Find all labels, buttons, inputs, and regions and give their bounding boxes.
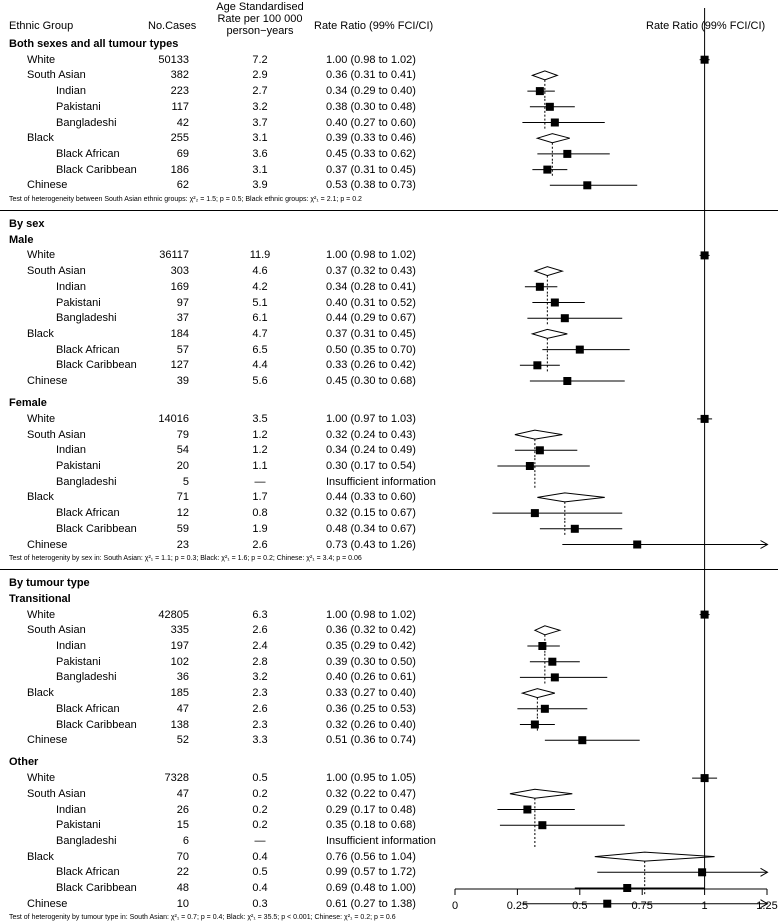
cases-value: 36117: [159, 249, 189, 262]
cases-value: 138: [170, 718, 189, 731]
cases-value: 39: [176, 375, 189, 387]
ethnic-group-label: Chinese: [27, 375, 68, 387]
ethnic-group-label: Indian: [56, 640, 86, 652]
rate-value: 1.1: [252, 460, 268, 472]
x-axis-tick-label: 0: [451, 900, 459, 912]
header-rate-ratio-plot: Rate Ratio (99% FCI/CI): [646, 20, 766, 32]
heterogeneity-note: Test of heterogenity by sex in: South Asian: χ²₁ = 1.1; p = 0.3; Black: χ²₁ = 1.6; p = 0.2; Chinese: χ²₁ = 3.4; p = 0.06: [9, 555, 362, 563]
rate-ratio-text: 0.44 (0.33 to 0.60): [326, 491, 416, 504]
rate-ratio-text: 1.00 (0.95 to 1.05): [326, 772, 416, 785]
ethnic-group-label: Indian: [56, 85, 86, 98]
rate-ratio-text: 0.61 (0.27 to 1.38): [326, 897, 416, 910]
pooled-diamond: [535, 626, 560, 635]
rate-value: 2.6: [252, 702, 268, 715]
ethnic-group-label: Chinese: [27, 179, 68, 192]
rate-value: 0.5: [252, 866, 268, 879]
ethnic-group-label: White: [27, 608, 56, 621]
ethnic-group-label: Black African: [56, 147, 120, 160]
pooled-diamond: [515, 430, 562, 439]
rate-ratio-text: 0.32 (0.22 to 0.47): [326, 787, 416, 800]
ethnic-group-label: Black: [27, 132, 54, 145]
estimate-square: [526, 462, 534, 470]
rate-ratio-text: 0.32 (0.24 to 0.43): [326, 428, 416, 441]
rate-ratio-text: 0.40 (0.27 to 0.60): [326, 116, 416, 129]
cases-value: 7328: [164, 772, 189, 785]
estimate-square: [578, 736, 586, 744]
rate-value: 0.2: [252, 803, 268, 816]
ethnic-group-label: Black: [27, 687, 54, 700]
rate-ratio-text: 0.30 (0.17 to 0.54): [326, 460, 416, 472]
rate-ratio-text: Insufficient information: [326, 475, 436, 488]
cases-value: 79: [176, 428, 189, 441]
ethnic-group-label: South Asian: [27, 624, 86, 637]
estimate-square: [541, 705, 549, 713]
header-rate-ratio: Rate Ratio (99% FCI/CI): [314, 20, 434, 32]
cases-value: 47: [176, 702, 189, 715]
rate-ratio-text: 0.29 (0.17 to 0.48): [326, 803, 416, 816]
rate-value: 4.2: [252, 280, 268, 293]
cases-value: 197: [170, 640, 189, 652]
cases-value: 97: [176, 296, 189, 309]
ethnic-group-label: Black African: [56, 866, 120, 879]
ethnic-group-label: Black: [27, 327, 54, 340]
rate-ratio-text: 0.69 (0.48 to 1.00): [326, 882, 416, 894]
rate-ratio-text: 0.37 (0.32 to 0.43): [326, 265, 416, 278]
ethnic-group-label: South Asian: [27, 265, 86, 278]
header-asr-line3: person−years: [226, 25, 294, 37]
rate-ratio-text: 0.32 (0.26 to 0.40): [326, 718, 416, 731]
x-axis-tick-label: 1: [701, 900, 708, 912]
estimate-square: [571, 525, 579, 533]
ethnic-group-label: Pakistani: [56, 460, 101, 472]
cases-value: 335: [170, 624, 189, 637]
cases-value: 26: [176, 803, 189, 816]
rate-value: 3.9: [252, 179, 268, 192]
cases-value: 59: [176, 522, 189, 535]
ethnic-group-label: Black Caribbean: [56, 718, 137, 731]
cases-value: 6: [182, 834, 189, 847]
estimate-square: [551, 673, 559, 681]
rate-value: 0.2: [252, 787, 268, 800]
rate-value: 2.8: [252, 655, 268, 668]
cases-value: 70: [176, 850, 189, 863]
rate-ratio-text: 0.76 (0.56 to 1.04): [326, 850, 416, 863]
rate-value: 3.3: [252, 734, 268, 747]
cases-value: 102: [170, 655, 189, 668]
rate-ratio-text: 0.45 (0.30 to 0.68): [326, 375, 416, 387]
estimate-square: [533, 361, 541, 369]
rate-value: 0.3: [252, 897, 268, 910]
estimate-square: [563, 377, 571, 385]
estimate-square: [551, 119, 559, 127]
x-axis-tick-label: 0.25: [506, 900, 529, 912]
ethnic-group-label: White: [27, 412, 56, 425]
rate-ratio-text: 0.34 (0.29 to 0.40): [326, 85, 416, 98]
rate-ratio-text: 0.36 (0.25 to 0.53): [326, 702, 416, 715]
ethnic-group-label: Indian: [56, 280, 86, 293]
rate-ratio-text: 1.00 (0.98 to 1.02): [326, 53, 416, 66]
cases-value: 36: [176, 671, 189, 684]
rate-value: 4.4: [252, 359, 268, 372]
estimate-square: [576, 346, 584, 354]
pooled-diamond: [532, 71, 557, 80]
ethnic-group-label: White: [27, 772, 56, 785]
ethnic-group-label: Indian: [56, 444, 86, 457]
x-axis-tick-label: 0.5: [572, 900, 588, 912]
ethnic-group-label: South Asian: [27, 428, 86, 441]
cases-value: 47: [176, 787, 189, 800]
rate-value: 0.4: [252, 850, 268, 863]
rate-ratio-text: 0.36 (0.32 to 0.42): [326, 624, 416, 637]
rate-value: 0.8: [252, 507, 268, 520]
ethnic-group-label: Chinese: [27, 734, 68, 747]
rate-value: 2.6: [252, 538, 268, 551]
rate-ratio-text: 0.36 (0.31 to 0.41): [326, 69, 416, 82]
section-label-48: Other: [9, 756, 39, 769]
rate-value: 0.4: [252, 882, 268, 894]
x-axis-tick-label: 0.75: [631, 900, 653, 912]
cases-value: 223: [170, 85, 189, 98]
cases-value: 50133: [158, 53, 189, 66]
rate-ratio-text: 0.35 (0.18 to 0.68): [326, 819, 416, 832]
header-ethnic-group: Ethnic Group: [9, 20, 74, 32]
rate-value: —: [254, 475, 266, 488]
ethnic-group-label: Bangladeshi: [56, 671, 117, 684]
rate-value: —: [254, 834, 266, 847]
rate-value: 3.1: [252, 163, 268, 176]
rate-ratio-text: Insufficient information: [326, 834, 436, 847]
rate-value: 7.2: [252, 53, 268, 66]
rate-value: 1.9: [252, 522, 268, 535]
ethnic-group-label: Pakistani: [56, 296, 101, 309]
cases-value: 117: [171, 100, 189, 113]
ethnic-group-label: Black Caribbean: [56, 163, 137, 176]
ethnic-group-label: White: [27, 249, 56, 262]
cases-value: 42: [176, 116, 189, 129]
heterogeneity-note: Test of heterogenity by tumour type in: South Asian: χ²₁ = 0.7; p = 0.4; Black: χ²₁ = 35.5; p < 0.001; Chinese: χ²₁ = 0.2; p = 0.6: [9, 914, 396, 922]
cases-value: 10: [176, 897, 189, 910]
rate-value: 0.2: [252, 819, 268, 832]
cases-value: 57: [176, 343, 189, 356]
rate-ratio-text: 0.32 (0.15 to 0.67): [326, 507, 416, 520]
section-label-24: Female: [9, 397, 47, 410]
rate-value: 2.7: [252, 85, 268, 98]
estimate-square: [623, 884, 631, 892]
ethnic-group-label: Black Caribbean: [56, 882, 137, 894]
ethnic-group-label: Chinese: [27, 897, 68, 910]
pooled-diamond: [537, 493, 604, 502]
rate-value: 3.7: [252, 116, 268, 129]
ethnic-group-label: Black: [27, 491, 54, 504]
rate-ratio-text: 0.33 (0.26 to 0.42): [326, 359, 416, 372]
cases-value: 54: [176, 444, 189, 457]
rate-ratio-text: 0.73 (0.43 to 1.26): [326, 538, 416, 551]
pooled-diamond: [510, 789, 572, 798]
cases-value: 37: [176, 312, 189, 325]
rate-ratio-text: 0.38 (0.30 to 0.48): [326, 100, 416, 113]
rate-value: 6.1: [252, 312, 268, 325]
estimate-square: [546, 103, 554, 111]
estimate-square: [523, 806, 531, 814]
ethnic-group-label: Indian: [56, 803, 86, 816]
rate-value: 2.4: [252, 640, 268, 652]
ethnic-group-label: Bangladeshi: [56, 116, 117, 129]
rate-ratio-text: 0.45 (0.33 to 0.62): [326, 147, 416, 160]
ethnic-group-label: Bangladeshi: [56, 312, 117, 325]
rate-value: 5.1: [252, 296, 268, 309]
rate-value: 1.2: [252, 444, 268, 457]
header-no-cases: No.Cases: [148, 20, 197, 32]
rate-value: 6.3: [252, 608, 268, 621]
estimate-square: [536, 283, 544, 291]
estimate-square: [531, 509, 539, 517]
estimate-square: [563, 150, 571, 158]
section-label-36: By tumour type: [9, 577, 90, 590]
cases-value: 62: [176, 179, 189, 192]
estimate-square: [538, 821, 546, 829]
rate-value: 2.9: [252, 69, 268, 82]
rate-ratio-text: 0.34 (0.24 to 0.49): [326, 444, 416, 457]
rate-value: 2.3: [252, 687, 268, 700]
rate-ratio-text: 1.00 (0.97 to 1.03): [326, 412, 416, 425]
cases-value: 71: [176, 491, 189, 504]
rate-ratio-text: 0.50 (0.35 to 0.70): [326, 343, 416, 356]
ethnic-group-label: Black African: [56, 702, 120, 715]
cases-value: 255: [170, 132, 189, 145]
rate-ratio-text: 0.40 (0.26 to 0.61): [326, 671, 416, 684]
rate-value: 3.2: [252, 100, 268, 113]
rate-value: 3.2: [252, 671, 268, 684]
rate-value: 3.6: [252, 147, 268, 160]
ethnic-group-label: Pakistani: [56, 100, 101, 113]
cases-value: 23: [176, 538, 189, 551]
cases-value: 185: [170, 687, 189, 700]
cases-value: 12: [176, 507, 189, 520]
cases-value: 52: [176, 734, 189, 747]
rate-value: 4.7: [252, 327, 268, 340]
cases-value: 5: [182, 475, 189, 488]
pooled-diamond: [532, 329, 567, 338]
ethnic-group-label: Black Caribbean: [56, 522, 137, 535]
rate-value: 2.6: [252, 624, 268, 637]
ethnic-group-label: Chinese: [27, 538, 68, 551]
rate-value: 2.3: [252, 718, 268, 731]
rate-value: 4.6: [252, 265, 268, 278]
cases-value: 48: [176, 882, 189, 894]
cases-value: 127: [170, 359, 189, 372]
heterogeneity-note: Test of heterogeneity between South Asian ethnic groups: χ²₂ = 1.5; p = 0.5; Black ethnic groups: χ²₁ = 2.1; p = 0.2: [9, 196, 362, 203]
cases-value: 42805: [158, 608, 189, 621]
ethnic-group-label: South Asian: [27, 69, 86, 82]
cases-value: 22: [176, 866, 189, 879]
estimate-square: [583, 181, 591, 189]
pooled-diamond: [535, 267, 562, 276]
cases-value: 382: [170, 69, 189, 82]
rate-ratio-text: 0.53 (0.38 to 0.73): [326, 179, 416, 192]
ethnic-group-label: Black African: [56, 507, 120, 520]
rate-ratio-text: 1.00 (0.98 to 1.02): [326, 608, 416, 621]
header-asr-line1: Age Standardised: [216, 1, 304, 13]
header-asr-line2: Rate per 100 000: [217, 13, 303, 25]
ethnic-group-label: Bangladeshi: [56, 475, 117, 488]
cases-value: 15: [176, 819, 189, 832]
ethnic-group-label: Pakistani: [56, 819, 101, 832]
rate-value: 11.9: [249, 249, 271, 262]
section-label-12: By sex: [9, 218, 45, 230]
rate-ratio-text: 0.37 (0.31 to 0.45): [326, 327, 416, 340]
section-label-37: Transitional: [9, 592, 71, 605]
cases-value: 186: [170, 163, 189, 176]
section-label-13: Male: [9, 233, 34, 246]
rate-ratio-text: 0.34 (0.28 to 0.41): [326, 280, 416, 293]
rate-value: 5.6: [252, 375, 268, 387]
ethnic-group-label: Black African: [56, 343, 120, 356]
ethnic-group-label: Pakistani: [56, 655, 101, 668]
rate-ratio-text: 0.51 (0.36 to 0.74): [326, 734, 416, 747]
cases-value: 303: [170, 265, 189, 278]
ethnic-group-label: Black Caribbean: [56, 359, 137, 372]
rate-ratio-text: 0.39 (0.30 to 0.50): [326, 655, 416, 668]
estimate-square: [551, 299, 559, 307]
estimate-square: [633, 541, 641, 549]
estimate-square: [543, 166, 551, 174]
rate-value: 3.1: [252, 132, 268, 145]
ethnic-group-label: White: [27, 53, 56, 66]
estimate-square: [548, 658, 556, 666]
pooled-diamond: [595, 852, 715, 861]
rate-ratio-text: 0.33 (0.27 to 0.40): [326, 687, 416, 700]
rate-value: 3.5: [252, 412, 268, 425]
rate-ratio-text: 0.44 (0.29 to 0.67): [326, 312, 416, 325]
pooled-diamond: [537, 134, 569, 143]
pooled-diamond: [522, 689, 554, 698]
cases-value: 69: [176, 147, 189, 160]
rate-value: 1.2: [252, 428, 268, 441]
rate-ratio-text: 1.00 (0.98 to 1.02): [326, 249, 416, 262]
cases-value: 169: [170, 280, 189, 293]
rate-value: 1.7: [252, 491, 268, 504]
rate-ratio-text: 0.35 (0.29 to 0.42): [326, 640, 416, 652]
cases-value: 14016: [158, 412, 189, 425]
rate-ratio-text: 0.99 (0.57 to 1.72): [326, 866, 416, 879]
section-label-0: Both sexes and all tumour types: [9, 38, 179, 50]
rate-ratio-text: 0.37 (0.31 to 0.45): [326, 163, 416, 176]
rate-ratio-text: 0.39 (0.33 to 0.46): [326, 132, 416, 145]
rate-value: 6.5: [252, 343, 268, 356]
estimate-square: [603, 900, 611, 908]
estimate-square: [561, 314, 569, 322]
cases-value: 20: [176, 460, 189, 472]
rate-ratio-text: 0.40 (0.31 to 0.52): [326, 296, 416, 309]
ethnic-group-label: Black: [27, 850, 54, 863]
estimate-square: [536, 87, 544, 95]
ethnic-group-label: South Asian: [27, 787, 86, 800]
x-axis-tick-label: 1.25: [756, 900, 778, 912]
rate-ratio-text: 0.48 (0.34 to 0.67): [326, 522, 416, 535]
cases-value: 184: [170, 327, 189, 340]
rate-value: 0.5: [252, 772, 268, 785]
ethnic-group-label: Bangladeshi: [56, 834, 117, 847]
estimate-square: [536, 446, 544, 454]
